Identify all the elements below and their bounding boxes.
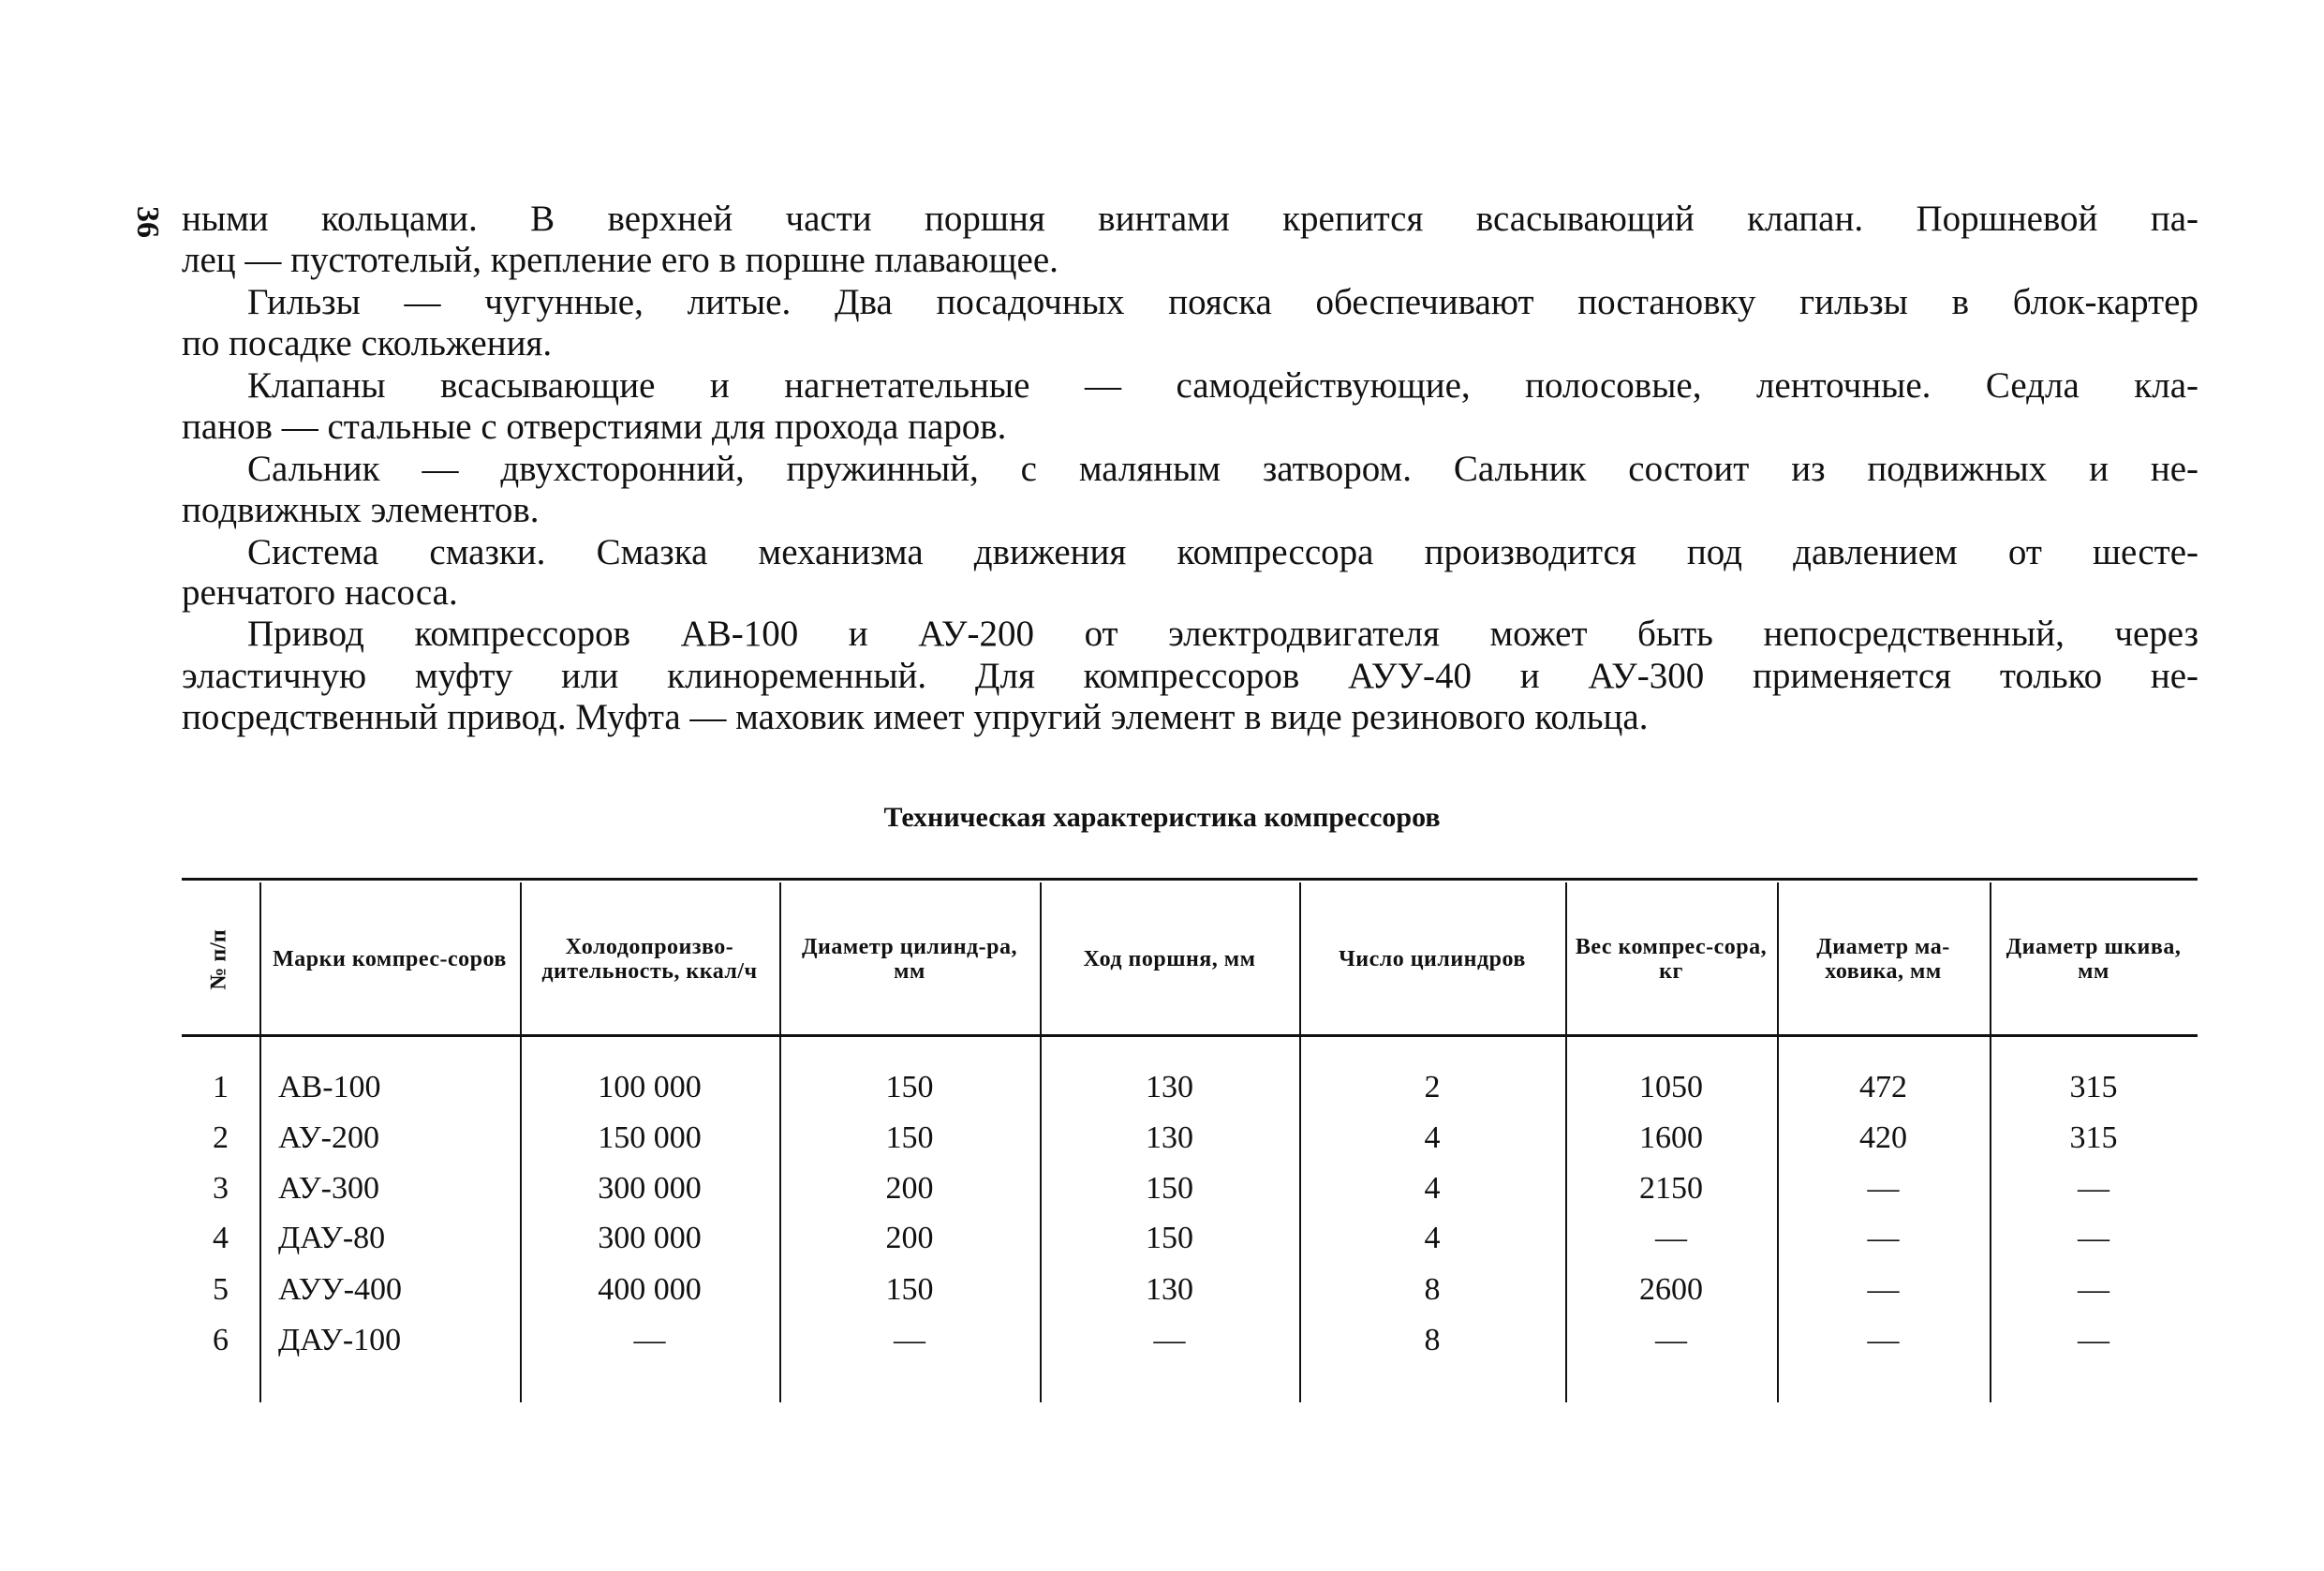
table-cell: 315 — [2069, 1070, 2118, 1104]
page-number: 36 — [130, 206, 165, 238]
table-cell: — — [1153, 1323, 1186, 1357]
table-cell: — — [2078, 1171, 2109, 1206]
header-cell: Марки компрес-соров — [273, 947, 507, 971]
table-cell: АВ-100 — [278, 1070, 381, 1104]
header-cell: Холодопроизво-дительность, ккал/ч — [541, 935, 758, 984]
table-cell: 472 — [1859, 1070, 1907, 1104]
text-line: по посадке скольжения. — [182, 323, 553, 363]
table-cell: 420 — [1859, 1120, 1907, 1155]
table-cell: 1050 — [1639, 1070, 1703, 1104]
table-cell: — — [1867, 1171, 1900, 1206]
table-cell: — — [1867, 1221, 1900, 1255]
column-divider — [259, 882, 261, 1402]
text-line: подвижных элементов. — [182, 490, 540, 530]
table-cell: 150 — [1146, 1171, 1193, 1206]
table-cell: 130 — [1146, 1120, 1193, 1155]
text-line: Система смазки. Смазка механизма движения компрессора производится под давлением от шесте- — [247, 532, 2198, 572]
header-cell: Ход поршня, мм — [1083, 947, 1256, 971]
table-cell: АУ-200 — [278, 1120, 379, 1155]
table-cell: 3 — [213, 1171, 229, 1206]
table-cell: 4 — [1424, 1221, 1441, 1255]
table-cell: ДАУ-80 — [278, 1221, 386, 1255]
table-cell: 200 — [885, 1221, 934, 1255]
table-cell: — — [1655, 1323, 1687, 1357]
table-cell: 150 000 — [598, 1120, 702, 1155]
text-line: Клапаны всасывающие и нагнетательные — самодействующие, полосовые, ленточные. Седла кла- — [247, 365, 2198, 406]
table-top-rule — [182, 878, 2198, 881]
header-bottom-rule — [182, 1034, 2198, 1037]
header-cell: Диаметр ма-ховика, мм — [1816, 935, 1950, 984]
table-cell: 4 — [1424, 1171, 1441, 1206]
text-line: посредственный привод. Муфта — маховик имеет упругий элемент в виде резинового кольца. — [182, 697, 1649, 737]
table-cell: 2 — [213, 1120, 229, 1155]
table-cell: 315 — [2069, 1120, 2118, 1155]
table-cell: — — [1655, 1221, 1687, 1255]
table-cell: ДАУ-100 — [278, 1323, 402, 1357]
table-cell: 150 — [885, 1120, 934, 1155]
table-cell: 150 — [885, 1070, 934, 1104]
table-cell: 6 — [213, 1323, 229, 1357]
table-cell: 4 — [1424, 1120, 1441, 1155]
header-cell — [182, 885, 257, 1033]
table-cell: 1600 — [1639, 1120, 1703, 1155]
text-line: ренчатого насоса. — [182, 572, 458, 613]
header-label: № п/п — [206, 928, 231, 990]
table-cell: АУУ-400 — [278, 1272, 403, 1307]
table-cell: — — [2078, 1323, 2109, 1357]
text-line: лец — пустотелый, крепление его в поршне плавающее. — [182, 240, 1058, 280]
header-cell: Вес компрес-сора, кг — [1575, 935, 1768, 984]
table-cell: — — [2078, 1272, 2109, 1307]
table-cell: 2 — [1424, 1070, 1441, 1104]
table-cell: 400 000 — [598, 1272, 702, 1307]
text-line: Гильзы — чугунные, литые. Два посадочных пояска обеспечивают постановку гильзы в блок-картер — [247, 282, 2198, 322]
table-cell: 200 — [885, 1171, 934, 1206]
table-cell: 130 — [1146, 1070, 1193, 1104]
table-cell: 2600 — [1639, 1272, 1703, 1307]
text-line: эластичную муфту или клиноременный. Для компрессоров АУУ-40 и АУ-300 применяется только не- — [182, 656, 2198, 696]
table-cell: — — [2078, 1221, 2109, 1255]
table-title: Техническая характеристика компрессоров — [883, 802, 1441, 833]
header-cell: Число цилиндров — [1339, 947, 1526, 971]
table-cell: 5 — [213, 1272, 229, 1307]
table-cell: 150 — [1146, 1221, 1193, 1255]
text-line: ными кольцами. В верхней части поршня винтами крепится всасывающий клапан. Поршневой па- — [182, 199, 2198, 239]
header-cell: Диаметр цилинд-ра, мм — [801, 935, 1018, 984]
table-cell: — — [1867, 1323, 1900, 1357]
table-cell: — — [894, 1323, 925, 1357]
table-cell: АУ-300 — [278, 1171, 379, 1206]
table-cell: 4 — [213, 1221, 229, 1255]
table-cell: 2150 — [1639, 1171, 1703, 1206]
text-line: панов — стальные с отверстиями для прохода паров. — [182, 407, 1007, 447]
table-cell: 130 — [1146, 1272, 1193, 1307]
table-cell: 8 — [1424, 1272, 1441, 1307]
table-cell: 1 — [213, 1070, 229, 1104]
table-cell: 8 — [1424, 1323, 1441, 1357]
table-cell: 300 000 — [598, 1171, 702, 1206]
table-cell: 100 000 — [598, 1070, 702, 1104]
table-cell: 150 — [885, 1272, 934, 1307]
header-cell: Диаметр шкива, мм — [2006, 935, 2182, 984]
table-cell: — — [633, 1323, 666, 1357]
table-cell: 300 000 — [598, 1221, 702, 1255]
text-line: Сальник — двухсторонний, пружинный, с маляным затвором. Сальник состоит из подвижных и не- — [247, 449, 2198, 489]
table-cell: — — [1867, 1272, 1900, 1307]
text-line: Привод компрессоров АВ-100 и АУ-200 от электродвигателя может быть непосредственный, через — [247, 614, 2198, 654]
